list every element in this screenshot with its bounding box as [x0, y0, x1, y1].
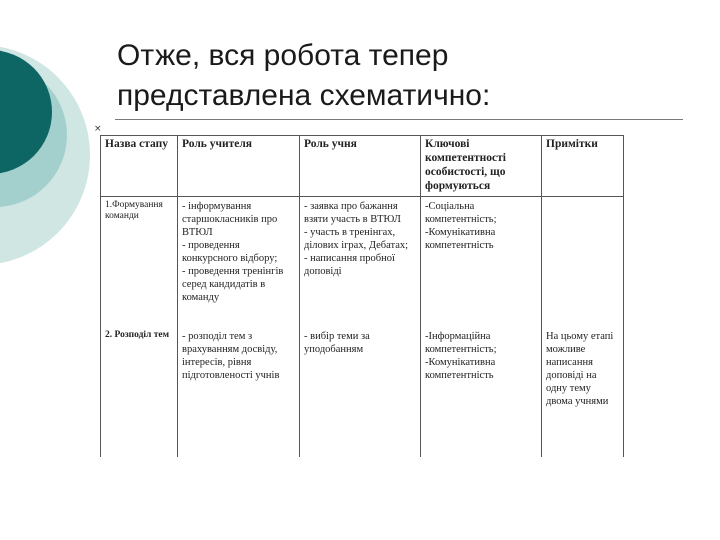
- table-row: [101, 329, 624, 457]
- table-row: [101, 197, 624, 330]
- table-marker: ×: [94, 124, 102, 134]
- header-notes: Примітки: [542, 136, 624, 197]
- stage-cell: 1.Формування команди: [101, 197, 178, 330]
- header-teacher-role: Роль учителя: [178, 136, 300, 197]
- student-role-cell: - заявка про бажання взяти участь в ВТЮЛ - участь в тренінгах, ділових іграх, Дебатах; - написання пробної доповіді: [300, 197, 421, 330]
- stage-cell: 2. Розподіл тем: [101, 329, 178, 457]
- notes-cell: [542, 197, 624, 330]
- header-competences: Ключові компетентності особистості, що формуються: [421, 136, 542, 197]
- header-student-role: Роль учня: [300, 136, 421, 197]
- competences-cell: -Інформаційна компетентність; -Комунікативна компетентність: [421, 329, 542, 457]
- stages-table: [100, 135, 624, 457]
- header-stage-name: Назва стапу: [101, 136, 178, 197]
- teacher-role-cell: - інформування старшокласників про ВТЮЛ - проведення конкурсного відбору; - проведення тренінгів серед кандидатів в команду: [178, 197, 300, 330]
- competences-cell: -Соціальна компетентність; -Комунікативна компетентність: [421, 197, 542, 330]
- notes-cell: На цьому етапі можливе написання доповіді на одну тему двома учнями: [542, 329, 624, 457]
- table-header-row: [101, 136, 624, 197]
- teacher-role-cell: - розподіл тем з врахуванням досвіду, інтересів, рівня підготовленості учнів: [178, 329, 300, 457]
- slide-title: Отже, вся робота тепер представлена схематично:: [117, 39, 491, 112]
- student-role-cell: - вибір теми за уподобанням: [300, 329, 421, 457]
- decorative-circles: [0, 0, 90, 290]
- title-divider: [115, 119, 683, 120]
